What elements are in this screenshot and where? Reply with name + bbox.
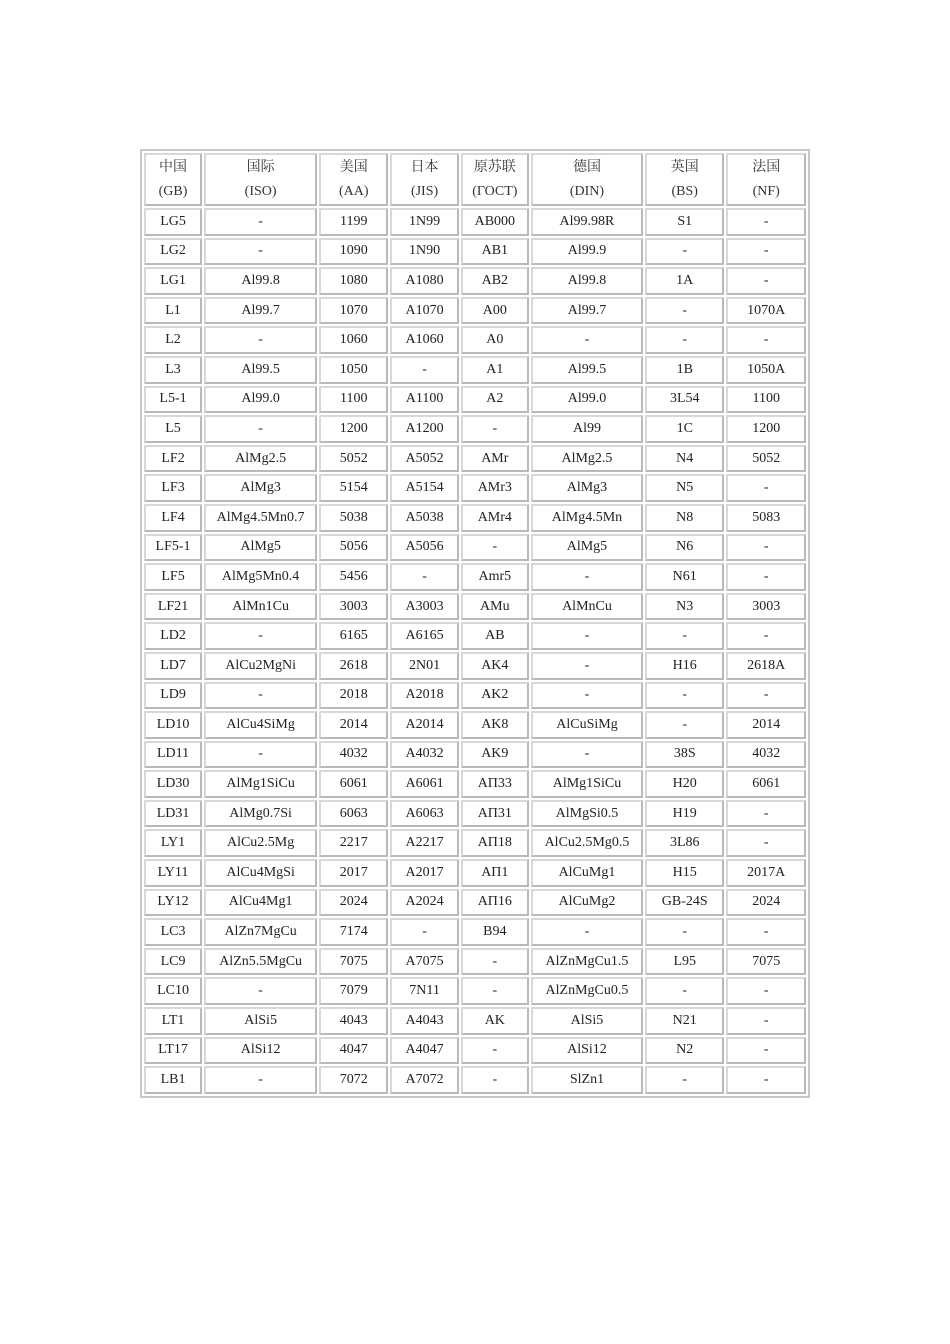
table-cell: A1200 [390,415,458,443]
table-row [144,297,806,325]
table-cell: 1B [645,356,724,384]
table-cell: - [531,622,643,650]
table-cell: 7075 [319,948,388,976]
table-cell: - [531,741,643,769]
table-row [144,474,806,502]
table-cell: Amr5 [461,563,529,591]
table-cell: 7N11 [390,977,458,1005]
table-cell: LF5-1 [144,534,202,562]
table-cell: - [645,622,724,650]
table-cell: AlZnMgCu1.5 [531,948,643,976]
table-cell: AMu [461,593,529,621]
table-cell: SlZn1 [531,1066,643,1094]
table-row [144,859,806,887]
table-cell: 1080 [319,267,388,295]
table-cell: AlZnMgCu0.5 [531,977,643,1005]
table-cell: GB-24S [645,889,724,917]
table-row [144,504,806,532]
table-cell: 2014 [726,711,806,739]
table-cell: - [461,415,529,443]
table-row [144,267,806,295]
table-cell: 5052 [726,445,806,473]
table-cell: AK2 [461,682,529,710]
table-cell: 1060 [319,326,388,354]
table-row [144,829,806,857]
table-cell: - [726,534,806,562]
table-cell: L2 [144,326,202,354]
table-cell: N4 [645,445,724,473]
table-cell: N8 [645,504,724,532]
table-cell: AП1 [461,859,529,887]
table-cell: AlMg1SiCu [531,770,643,798]
table-row [144,445,806,473]
table-row [144,948,806,976]
table-cell: A1060 [390,326,458,354]
table-cell: 6063 [319,800,388,828]
table-cell: 3003 [319,593,388,621]
table-cell: LY12 [144,889,202,917]
column-header [726,153,806,206]
table-cell: - [726,977,806,1005]
column-header [645,153,724,206]
column-header-standard: (BS) [671,183,698,199]
table-cell: A7072 [390,1066,458,1094]
table-cell: Al99.7 [204,297,317,325]
table-cell: 1100 [319,386,388,414]
table-cell: LD10 [144,711,202,739]
table-cell: - [726,800,806,828]
table-cell: - [726,829,806,857]
table-cell: A6063 [390,800,458,828]
table-cell: AB000 [461,208,529,236]
table-cell: A1080 [390,267,458,295]
table-row [144,800,806,828]
column-header-standard: (DIN) [569,183,605,199]
table-cell: A2217 [390,829,458,857]
table-cell: 5154 [319,474,388,502]
column-header-country: 中国 [159,159,188,175]
table-cell: A5154 [390,474,458,502]
table-cell: - [461,534,529,562]
column-header-country: 德国 [572,159,601,175]
table-cell: AB [461,622,529,650]
table-cell: AlMg0.7Si [204,800,317,828]
table-cell: A5038 [390,504,458,532]
table-cell: - [390,918,458,946]
aluminum-grade-comparison-table [140,149,810,1098]
table-row [144,977,806,1005]
table-row [144,415,806,443]
table-cell: A2017 [390,859,458,887]
table-cell: AlCu4MgSi [204,859,317,887]
table-cell: 1070A [726,297,806,325]
table-cell: A2018 [390,682,458,710]
table-cell: 6061 [726,770,806,798]
table-row [144,356,806,384]
table-cell: - [204,741,317,769]
column-header-country: 国际 [246,159,275,175]
table-cell: - [531,652,643,680]
table-cell: A5052 [390,445,458,473]
table-cell: L1 [144,297,202,325]
table-cell: LG1 [144,267,202,295]
table-cell: A3003 [390,593,458,621]
column-header-standard: (AA) [339,183,369,199]
table-cell: AlSi12 [204,1037,317,1065]
table-cell: 4043 [319,1007,388,1035]
table-cell: 1050 [319,356,388,384]
table-row [144,326,806,354]
table-cell: LB1 [144,1066,202,1094]
table-cell: - [726,238,806,266]
table-cell: AlZn5.5MgCu [204,948,317,976]
table-cell: A1 [461,356,529,384]
table-cell: AlMg4.5Mn [531,504,643,532]
table-cell: LG2 [144,238,202,266]
table-cell: AlMnCu [531,593,643,621]
table-cell: AlCu4SiMg [204,711,317,739]
table-row [144,563,806,591]
table-cell: A2024 [390,889,458,917]
table-cell: Al99.5 [531,356,643,384]
table-cell: - [645,682,724,710]
table-cell: 2217 [319,829,388,857]
table-cell: - [726,1066,806,1094]
column-header-standard: (NF) [752,183,780,199]
table-cell: 1200 [726,415,806,443]
table-cell: 3L86 [645,829,724,857]
table-cell: LD30 [144,770,202,798]
table-cell: LF4 [144,504,202,532]
table-cell: AlSi5 [204,1007,317,1035]
table-row [144,238,806,266]
table-cell: - [726,918,806,946]
table-cell: LT17 [144,1037,202,1065]
table-cell: 2018 [319,682,388,710]
table-cell: LF21 [144,593,202,621]
table-cell: AlMgSi0.5 [531,800,643,828]
column-header [204,153,317,206]
table-cell: 2024 [726,889,806,917]
table-cell: LC3 [144,918,202,946]
table-cell: Al99.8 [204,267,317,295]
table-cell: LC9 [144,948,202,976]
table-cell: AП31 [461,800,529,828]
table-row [144,652,806,680]
table-cell: A00 [461,297,529,325]
table-cell: LF2 [144,445,202,473]
table-cell: AlMg1SiCu [204,770,317,798]
table-cell: 6165 [319,622,388,650]
table-cell: AlMg3 [204,474,317,502]
table-cell: L3 [144,356,202,384]
table-cell: 1050A [726,356,806,384]
table-cell: L5-1 [144,386,202,414]
table-cell: - [390,563,458,591]
table-cell: - [726,208,806,236]
table-cell: LY1 [144,829,202,857]
table-cell: Al99.0 [204,386,317,414]
table-cell: - [726,622,806,650]
table-cell: AП33 [461,770,529,798]
table-cell: - [645,918,724,946]
table-cell: Al99.9 [531,238,643,266]
table-cell: AMr3 [461,474,529,502]
table-cell: N3 [645,593,724,621]
table-cell: AlMg3 [531,474,643,502]
column-header-standard: (ГОСТ) [472,183,518,199]
table-cell: AK [461,1007,529,1035]
table-cell: - [461,948,529,976]
table-cell: 7075 [726,948,806,976]
table-cell: AlCu2.5Mg [204,829,317,857]
table-cell: 6061 [319,770,388,798]
table-cell: Al99 [531,415,643,443]
column-header-standard: (ISO) [244,183,277,199]
table-cell: - [204,1066,317,1094]
table-cell: AlCuMg1 [531,859,643,887]
column-header-country: 法国 [752,159,781,175]
table-cell: LF5 [144,563,202,591]
table-row [144,1037,806,1065]
table-row [144,1007,806,1035]
table-cell: 2014 [319,711,388,739]
column-header-country: 英国 [670,159,699,175]
table-cell: A2014 [390,711,458,739]
table-cell: AП18 [461,829,529,857]
table-row [144,622,806,650]
table-cell: - [461,1066,529,1094]
table-cell: AK4 [461,652,529,680]
table-cell: - [204,682,317,710]
table-cell: 7174 [319,918,388,946]
table-cell: 7072 [319,1066,388,1094]
table-cell: 5052 [319,445,388,473]
table-cell: A6061 [390,770,458,798]
table-row [144,711,806,739]
table-cell: AK8 [461,711,529,739]
table-cell: - [204,622,317,650]
table-cell: 2618 [319,652,388,680]
table-cell: - [531,918,643,946]
table-row [144,386,806,414]
table-cell: AMr [461,445,529,473]
table-cell: LT1 [144,1007,202,1035]
table-cell: A4032 [390,741,458,769]
table-cell: LD31 [144,800,202,828]
table-cell: 2N01 [390,652,458,680]
table-cell: 5456 [319,563,388,591]
table-cell: Al99.0 [531,386,643,414]
table-cell: 1199 [319,208,388,236]
table-cell: - [204,326,317,354]
table-cell: LY11 [144,859,202,887]
table-cell: A1070 [390,297,458,325]
table-cell: A4043 [390,1007,458,1035]
table-cell: AlCu2.5Mg0.5 [531,829,643,857]
table-cell: LD2 [144,622,202,650]
table-row [144,534,806,562]
table-cell: - [531,682,643,710]
table-cell: - [645,977,724,1005]
table-cell: N21 [645,1007,724,1035]
table-cell: H15 [645,859,724,887]
table-cell: 5083 [726,504,806,532]
table-cell: B94 [461,918,529,946]
table-cell: 2618A [726,652,806,680]
table-cell: AK9 [461,741,529,769]
table-cell: AlSi5 [531,1007,643,1035]
grades-table [142,151,808,1096]
table-cell: - [390,356,458,384]
table-cell: AlZn7MgCu [204,918,317,946]
table-cell: A4047 [390,1037,458,1065]
table-cell: - [645,326,724,354]
table-cell: AlCu4Mg1 [204,889,317,917]
table-cell: H16 [645,652,724,680]
table-cell: LG5 [144,208,202,236]
table-cell: AMr4 [461,504,529,532]
table-cell: AlMg5 [531,534,643,562]
table-cell: S1 [645,208,724,236]
column-header-standard: (GB) [158,183,188,199]
table-cell: AlSi12 [531,1037,643,1065]
table-cell: Al99.7 [531,297,643,325]
table-cell: A2 [461,386,529,414]
table-cell: - [645,238,724,266]
table-cell: - [645,297,724,325]
table-cell: - [531,326,643,354]
table-cell: LC10 [144,977,202,1005]
table-row [144,593,806,621]
table-cell: A0 [461,326,529,354]
table-cell: 1100 [726,386,806,414]
table-cell: 3003 [726,593,806,621]
table-cell: AlCuSiMg [531,711,643,739]
table-cell: LF3 [144,474,202,502]
table-cell: AlMg2.5 [204,445,317,473]
table-cell: 4032 [319,741,388,769]
table-cell: 1N99 [390,208,458,236]
table-cell: - [726,1037,806,1065]
table-cell: 1N90 [390,238,458,266]
column-header [144,153,202,206]
table-cell: AlMg5 [204,534,317,562]
table-cell: A6165 [390,622,458,650]
column-header-country: 美国 [339,159,368,175]
table-cell: - [461,977,529,1005]
table-cell: - [645,1066,724,1094]
table-cell: AlCu2MgNi [204,652,317,680]
table-cell: - [204,415,317,443]
table-cell: AlMg2.5 [531,445,643,473]
table-row [144,682,806,710]
table-cell: 4032 [726,741,806,769]
table-cell: 3L54 [645,386,724,414]
table-cell: H20 [645,770,724,798]
table-cell: Al99.98R [531,208,643,236]
table-row [144,1066,806,1094]
table-cell: AlMn1Cu [204,593,317,621]
table-row [144,889,806,917]
table-cell: A1100 [390,386,458,414]
table-cell: AП16 [461,889,529,917]
table-cell: 7079 [319,977,388,1005]
table-cell: 1090 [319,238,388,266]
table-cell: 5056 [319,534,388,562]
table-cell: 38S [645,741,724,769]
table-cell: Al99.8 [531,267,643,295]
table-cell: - [461,1037,529,1065]
table-cell: 5038 [319,504,388,532]
table-cell: - [726,326,806,354]
table-cell: - [726,474,806,502]
table-body [144,208,806,1094]
column-header-country: 原苏联 [473,159,516,175]
table-cell: 1200 [319,415,388,443]
table-cell: N6 [645,534,724,562]
table-row [144,741,806,769]
column-header [390,153,458,206]
table-cell: N5 [645,474,724,502]
table-cell: - [645,711,724,739]
table-cell: - [204,977,317,1005]
table-cell: L5 [144,415,202,443]
table-cell: Al99.5 [204,356,317,384]
column-header [319,153,388,206]
table-row [144,208,806,236]
table-cell: 1C [645,415,724,443]
column-header [531,153,643,206]
table-cell: AlMg4.5Mn0.7 [204,504,317,532]
table-cell: - [531,563,643,591]
table-cell: LD7 [144,652,202,680]
table-cell: 4047 [319,1037,388,1065]
column-header [461,153,529,206]
table-row [144,770,806,798]
table-cell: AlCuMg2 [531,889,643,917]
table-cell: - [726,682,806,710]
table-cell: A7075 [390,948,458,976]
table-cell: - [726,563,806,591]
table-cell: AlMg5Mn0.4 [204,563,317,591]
table-cell: - [204,208,317,236]
table-cell: N61 [645,563,724,591]
table-cell: H19 [645,800,724,828]
table-cell: 2017 [319,859,388,887]
table-cell: 2017A [726,859,806,887]
table-cell: - [204,238,317,266]
table-cell: N2 [645,1037,724,1065]
column-header-country: 日本 [410,159,439,175]
table-cell: AB2 [461,267,529,295]
header-row [144,153,806,206]
table-cell: 1070 [319,297,388,325]
table-cell: 1A [645,267,724,295]
table-cell: - [726,267,806,295]
table-cell: AB1 [461,238,529,266]
table-cell: L95 [645,948,724,976]
table-cell: LD11 [144,741,202,769]
table-row [144,918,806,946]
table-cell: LD9 [144,682,202,710]
table-cell: 2024 [319,889,388,917]
table-cell: A5056 [390,534,458,562]
column-header-standard: (JIS) [410,183,439,199]
table-cell: - [726,1007,806,1035]
